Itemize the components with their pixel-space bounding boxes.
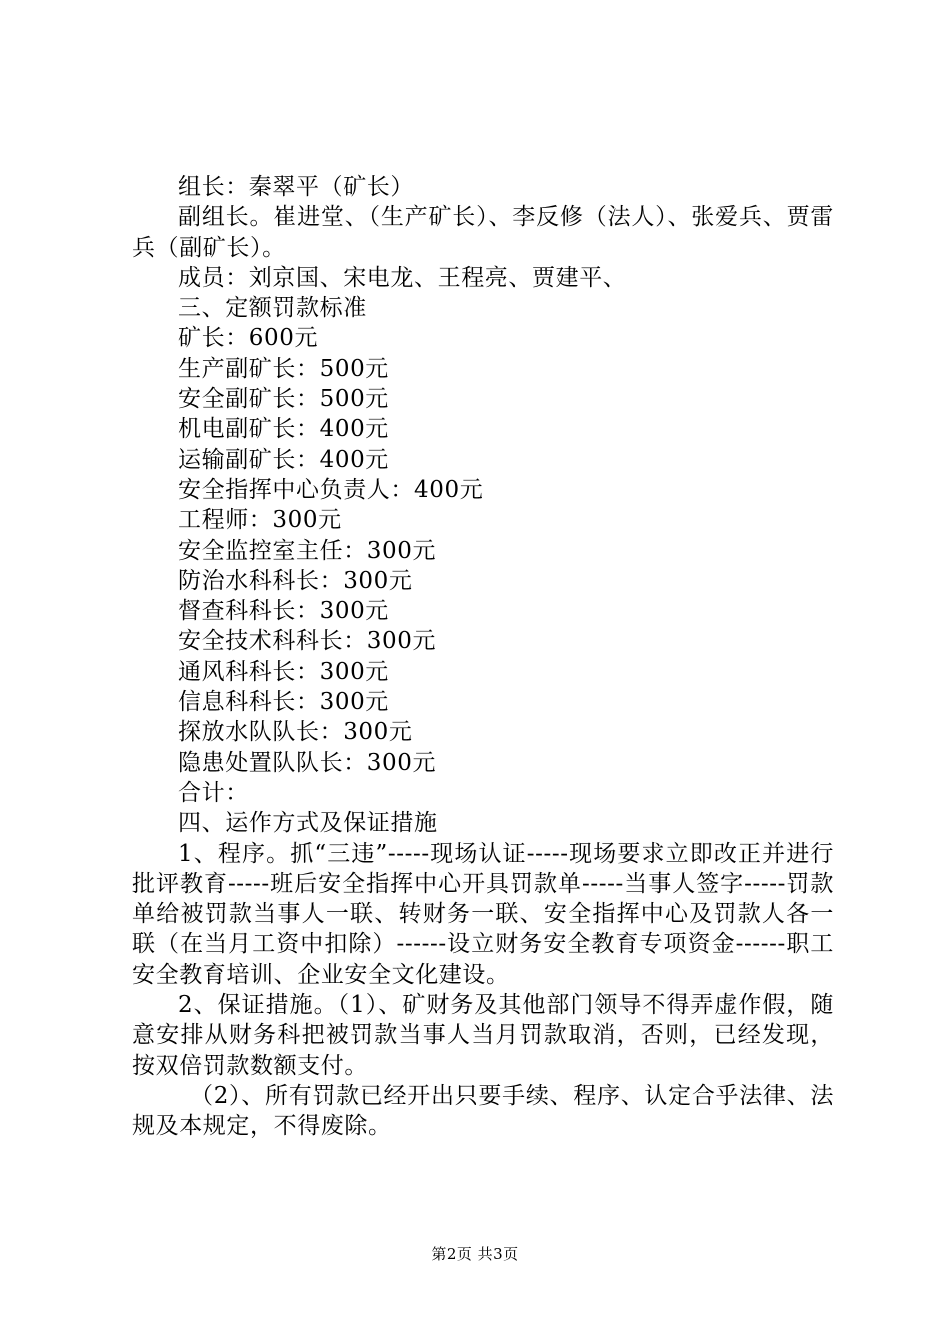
fine-item: 安全技术科科长：300元: [178, 628, 437, 655]
paragraph-procedure: 1、程序。抓“三违”-----现场认证-----现场要求立即改正并进行批评教育-----班后安全指挥中心开具罚款单-----当事人签字-----罚款单给被罚款当事人一联、转财务一联、安全指挥中心及罚款人各一联（在当月工资中扣除）------设立财务安全教育专项资金------职工安全教育培训、企业安全文化建设。: [132, 840, 834, 988]
fine-item: 工程师：300元: [178, 507, 342, 534]
fine-item: 安全副矿长：500元: [178, 386, 389, 413]
fine-item: 运输副矿长：400元: [178, 446, 389, 473]
fine-item: 安全指挥中心负责人：400元: [178, 476, 484, 503]
fine-item: 通风科科长：300元: [178, 658, 389, 685]
fine-item: 探放水队队长：300元: [178, 719, 413, 746]
fine-item: 矿长：600元: [178, 325, 319, 352]
section-heading-operation: 四、运作方式及保证措施: [178, 810, 438, 837]
fine-item: 防治水科科长：300元: [178, 567, 413, 594]
fine-item: 督查科科长：300元: [178, 598, 389, 625]
paragraph-members: 成员：刘京国、宋电龙、王程亮、贾建平、: [178, 264, 627, 291]
paragraph-total: 合计：: [178, 779, 249, 806]
paragraph-leader: 组长：秦翠平（矿长）: [178, 174, 414, 200]
section-heading-fine-standard: 三、定额罚款标准: [178, 295, 367, 322]
paragraph-guarantee-2: （2）、所有罚款已经开出只要手续、程序、认定合乎法律、法规及本规定，不得废除。: [132, 1082, 834, 1140]
fine-item: 机电副矿长：400元: [178, 416, 389, 443]
page-footer: 第2页 共3页: [431, 1245, 519, 1263]
fine-item: 生产副矿长：500元: [178, 355, 389, 382]
document-body: [132, 172, 834, 1142]
paragraph-deputy-leader: 副组长。崔进堂、（生产矿长）、李反修（法人）、张爱兵、贾雷兵（副矿长）。: [132, 204, 834, 261]
paragraph-guarantee-measures: 2、保证措施。（1）、矿财务及其他部门领导不得弄虚作假，随意安排从财务科把被罚款当事人当月罚款取消，否则，已经发现，按双倍罚款数额支付。: [132, 992, 834, 1079]
fine-item: 信息科科长：300元: [178, 689, 389, 716]
fine-item: 隐患处置队队长：300元: [178, 749, 437, 776]
fine-item: 安全监控室主任：300元: [178, 537, 437, 564]
